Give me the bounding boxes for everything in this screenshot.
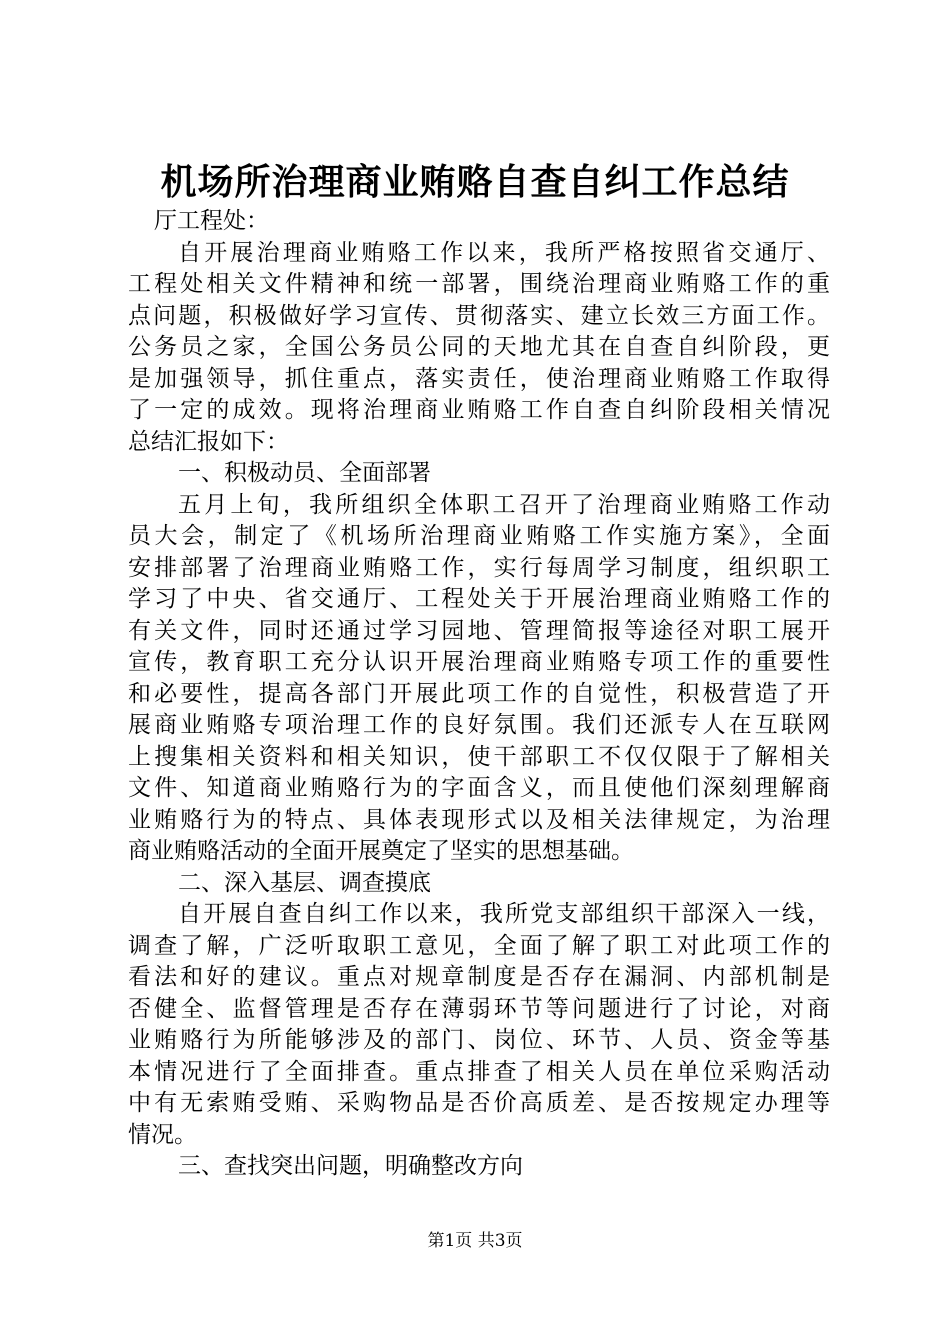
text-line: 是加强领导，抓住重点，落实责任，使治理商业贿赂工作取得 (128, 365, 830, 392)
text-line: 本情况进行了全面排查。重点排查了相关人员在单位采购活动 (128, 1058, 830, 1085)
text-line: 工程处相关文件精神和统一部署，围绕治理商业贿赂工作的重 (128, 271, 830, 297)
text-line: 看法和好的建议。重点对规章制度是否存在漏洞、内部机制是 (128, 964, 830, 990)
text-line: 点问题，积极做好学习宣传、贯彻落实、建立长效三方面工作。 (128, 302, 830, 329)
text-line: 公务员之家，全国公务员公同的天地尤其在自查自纠阶段，更 (128, 334, 830, 360)
text-line: 否健全、监督管理是否存在薄弱环节等问题进行了讨论，对商 (128, 995, 830, 1022)
text-line: 一、积极动员、全面部署 (178, 460, 431, 486)
text-line: 自开展治理商业贿赂工作以来，我所严格按照省交通厅、 (178, 239, 830, 266)
text-line: 业贿赂行为的特点、具体表现形式以及相关法律规定，为治理 (128, 806, 830, 833)
text-line: 上搜集相关资料和相关知识，使干部职工不仅仅限于了解相关 (128, 743, 830, 770)
text-line: 宣传，教育职工充分认识开展治理商业贿赂专项工作的重要性 (128, 649, 830, 675)
text-line: 二、深入基层、调查摸底 (178, 869, 431, 896)
document-title: 机场所治理商业贿赂自查自纠工作总结 (160, 161, 790, 203)
text-line: 三、查找突出问题，明确整改方向 (178, 1153, 523, 1179)
text-line: 员大会，制定了《机场所治理商业贿赂工作实施方案》，全面 (128, 523, 830, 549)
page-footer: 第1页 共3页 (427, 1231, 523, 1251)
text-line: 有关文件，同时还通过学习园地、管理简报等途径对职工展开 (128, 617, 830, 644)
text-line: 业贿赂行为所能够涉及的部门、岗位、环节、人员、资金等基 (128, 1027, 830, 1053)
text-line: 五月上旬，我所组织全体职工召开了治理商业贿赂工作动 (178, 491, 830, 518)
text-line: 总结汇报如下： (128, 428, 289, 455)
text-line: 调查了解，广泛听取职工意见，全面了解了职工对此项工作的 (128, 932, 830, 959)
text-line: 了一定的成效。现将治理商业贿赂工作自查自纠阶段相关情况 (128, 397, 830, 423)
text-line: 文件、知道商业贿赂行为的字面含义，而且使他们深刻理解商 (128, 775, 830, 801)
text-line: 和必要性，提高各部门开展此项工作的自觉性，积极营造了开 (128, 680, 830, 707)
text-line: 自开展自查自纠工作以来，我所党支部组织干部深入一线， (178, 901, 830, 927)
text-line: 厅工程处： (154, 208, 269, 234)
text-line: 学习了中央、省交通厅、工程处关于开展治理商业贿赂工作的 (128, 586, 830, 612)
text-line: 情况。 (128, 1121, 197, 1148)
document-body (128, 206, 830, 1183)
text-line: 中有无索贿受贿、采购物品是否价高质差、是否按规定办理等 (128, 1090, 830, 1116)
text-line: 展商业贿赂专项治理工作的良好氛围。我们还派专人在互联网 (128, 712, 830, 738)
text-line: 商业贿赂活动的全面开展奠定了坚实的思想基础。 (128, 838, 634, 864)
text-line: 安排部署了治理商业贿赂工作，实行每周学习制度，组织职工 (128, 554, 830, 581)
